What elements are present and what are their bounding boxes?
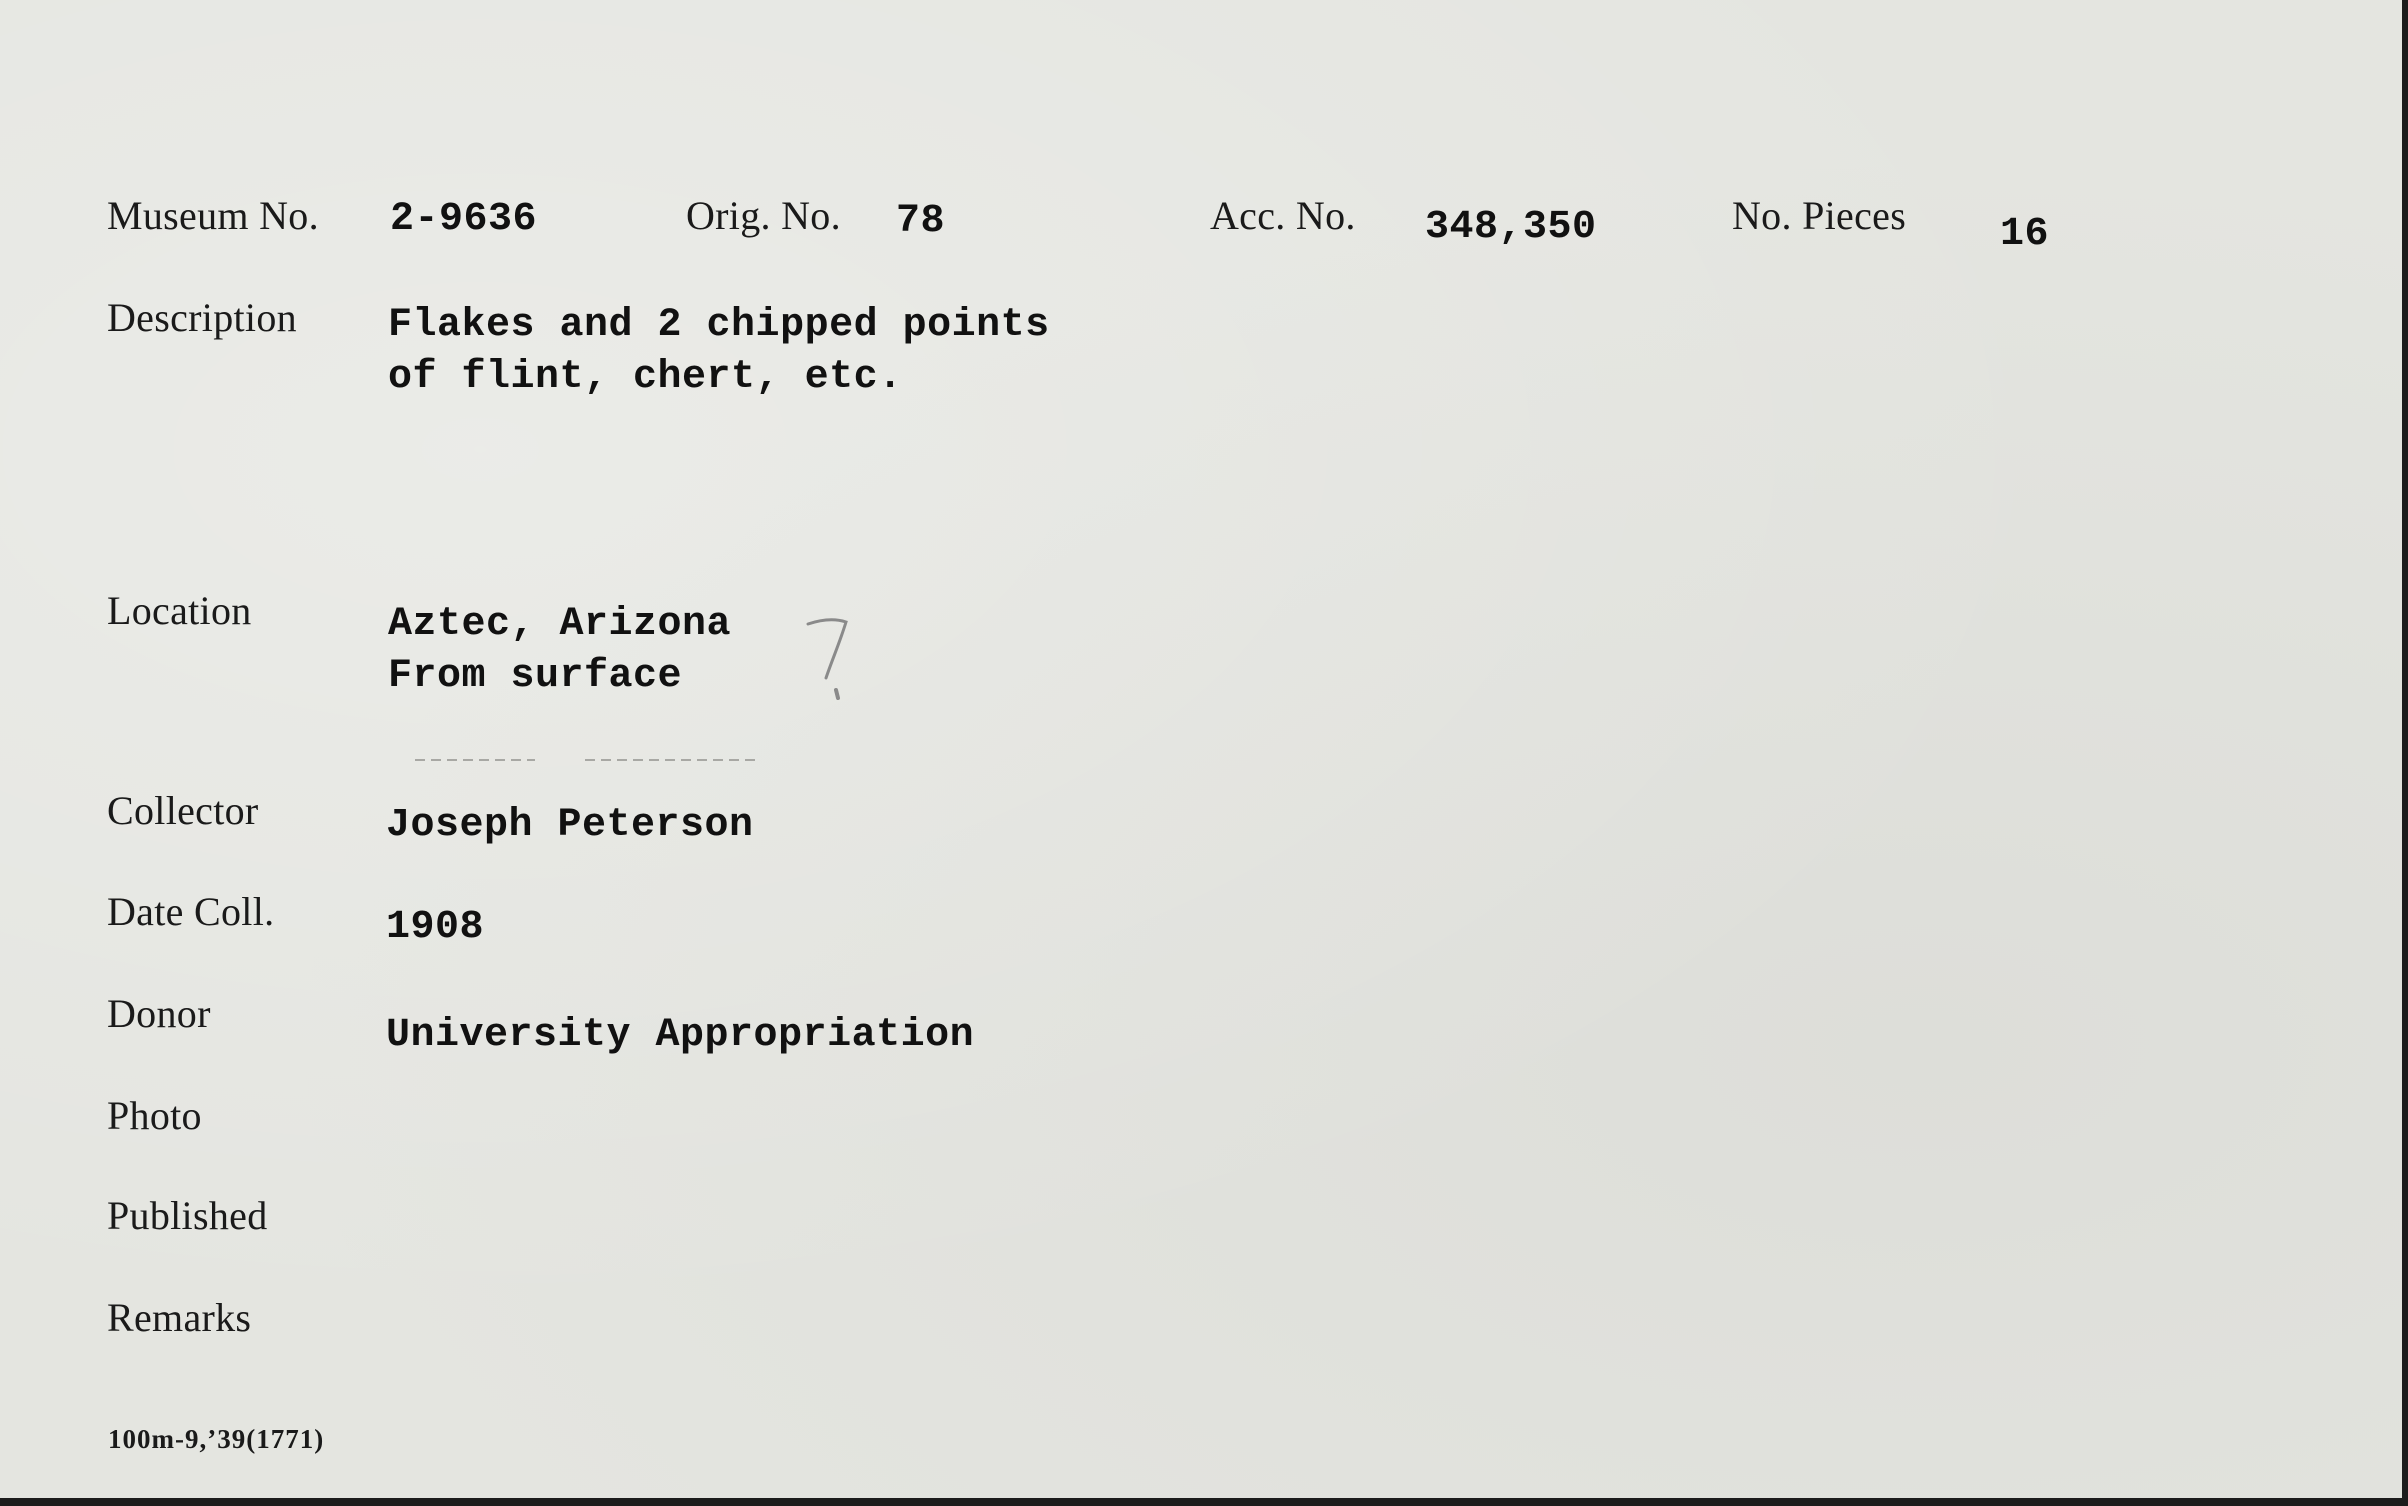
acc-no-label: Acc. No. [1210, 193, 1356, 238]
acc-no-value: 348,350 [1425, 205, 1597, 250]
collector-value: Joseph Peterson [386, 803, 754, 848]
donor-value: University Appropriation [386, 1013, 975, 1058]
no-pieces-value: 16 [2000, 212, 2050, 257]
no-pieces-label: No. Pieces [1732, 193, 1907, 238]
photo-label: Photo [107, 1093, 202, 1138]
description-value [388, 300, 1050, 404]
location-label: Location [107, 588, 252, 633]
location-line-1: Aztec, Arizona [388, 602, 732, 647]
remarks-label: Remarks [107, 1295, 252, 1340]
location-value [388, 599, 731, 703]
donor-label: Donor [107, 991, 211, 1036]
footer-print-code: 100m-9,’39(1771) [108, 1424, 325, 1454]
orig-no-label: Orig. No. [686, 193, 841, 238]
description-line-2: of flint, chert, etc. [388, 355, 903, 400]
description-line-1: Flakes and 2 chipped points [388, 303, 1050, 348]
location-line-2: From surface [388, 654, 683, 699]
published-label: Published [107, 1193, 268, 1238]
description-label: Description [107, 295, 297, 340]
date-coll-label: Date Coll. [107, 889, 275, 934]
date-coll-value: 1908 [386, 905, 485, 950]
pencil-mark [800, 612, 880, 722]
museum-no-value: 2-9636 [390, 197, 538, 242]
museum-no-label: Museum No. [107, 193, 319, 238]
orig-no-value: 78 [896, 199, 946, 244]
collector-label: Collector [107, 788, 259, 833]
faint-dash-line [415, 755, 775, 765]
